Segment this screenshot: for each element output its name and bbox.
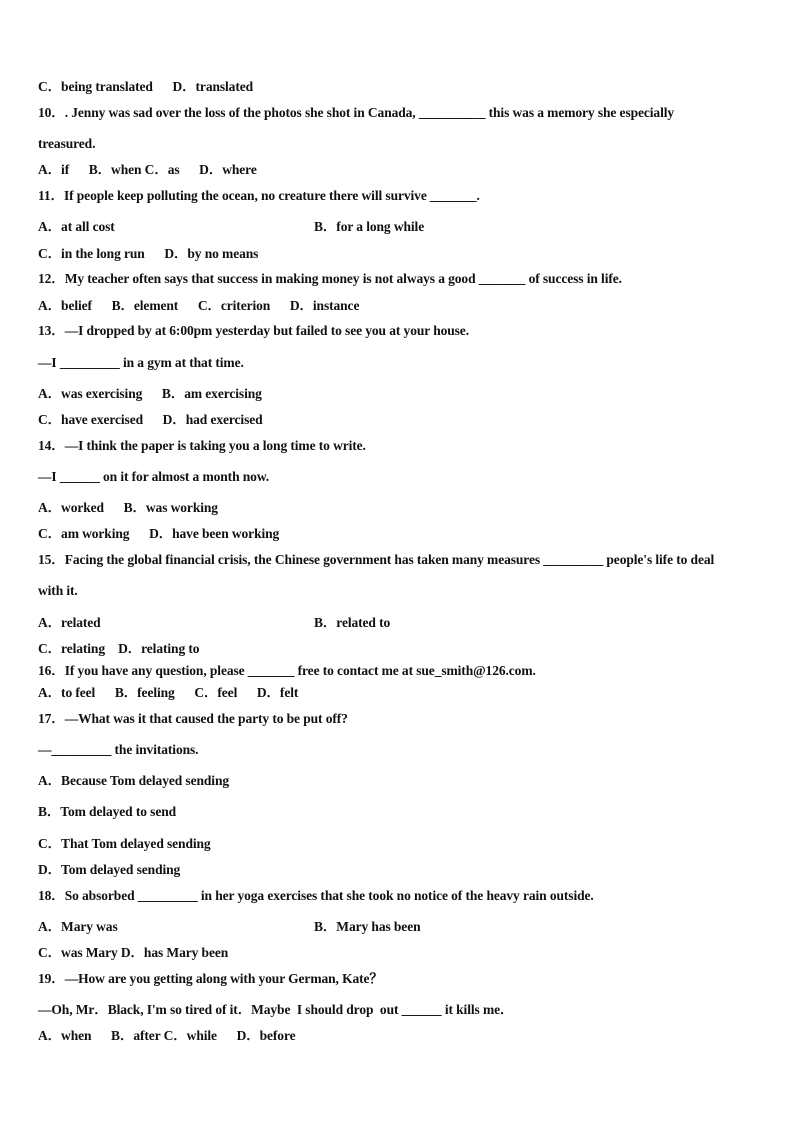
- q17-option-d: D．Tom delayed sending: [38, 862, 181, 877]
- q17-option-a: A．Because Tom delayed sending: [38, 773, 230, 788]
- q12-stem: 12．My teacher often says that success in making money is not always a good _______ of success in life.: [38, 271, 622, 286]
- q13-stem-cont: —I _________ in a gym at that time.: [38, 355, 244, 370]
- q17-stem-cont: —_________ the invitations.: [38, 742, 199, 757]
- q17-option-c: C．That Tom delayed sending: [38, 836, 211, 851]
- q10-options: A．if B．when C．as D．where: [38, 162, 257, 177]
- q14-stem-cont: —I ______ on it for almost a month now.: [38, 469, 269, 484]
- q17-stem: 17．—What was it that caused the party to be put off?: [38, 711, 348, 726]
- q18-options-cd: C．was Mary D．has Mary been: [38, 945, 229, 960]
- q14-options-cd: C．am working D．have been working: [38, 526, 280, 541]
- q19-stem: 19．—How are you getting along with your German, Kate？: [38, 971, 383, 986]
- q13-options-ab: A．was exercising B．am exercising: [38, 386, 262, 401]
- q12-options: A．belief B．element C．criterion D．instance: [38, 298, 360, 313]
- q11-options-cd: C．in the long run D．by no means: [38, 246, 259, 261]
- q11-option-a: A．at all cost: [38, 219, 115, 234]
- q16-stem: 16．If you have any question, please _______ free to contact me at sue_smith@126.com.: [38, 663, 536, 678]
- q15-stem-cont: with it.: [38, 583, 78, 598]
- q13-stem: 13．—I dropped by at 6:00pm yesterday but failed to see you at your house.: [38, 323, 469, 338]
- q13-options-cd: C．have exercised D．had exercised: [38, 412, 263, 427]
- q18-option-b: B．Mary has been: [314, 919, 421, 934]
- q17-option-b: B．Tom delayed to send: [38, 804, 177, 819]
- q10-stem: 10．. Jenny was sad over the loss of the photos she shot in Canada, __________ this was a memory she especially: [38, 105, 675, 120]
- q10-stem-cont: treasured.: [38, 136, 96, 151]
- q19-options: A．when B．after C．while D．before: [38, 1028, 296, 1043]
- q15-option-b: B．related to: [314, 615, 391, 630]
- q18-option-a: A．Mary was: [38, 919, 118, 934]
- q14-options-ab: A．worked B．was working: [38, 500, 218, 515]
- q15-option-a: A．related: [38, 615, 101, 630]
- q11-stem: 11．If people keep polluting the ocean, no creature there will survive _______.: [38, 188, 480, 203]
- q16-options: A．to feel B．feeling C．feel D．felt: [38, 685, 299, 700]
- q14-stem: 14．—I think the paper is taking you a long time to write.: [38, 438, 366, 453]
- q19-stem-cont: —Oh, Mr．Black, I'm so tired of it．Maybe I should drop out ______ it kills me．: [38, 1002, 514, 1017]
- q11-option-b: B．for a long while: [314, 219, 425, 234]
- q15-stem: 15．Facing the global financial crisis, the Chinese government has taken many measures _________ people's life to deal: [38, 552, 715, 567]
- q9-options-cd: C．being translated D．translated: [38, 79, 254, 94]
- q15-options-cd: C．relating D．relating to: [38, 641, 200, 656]
- q18-stem: 18．So absorbed _________ in her yoga exercises that she took no notice of the heavy rain outside.: [38, 888, 594, 903]
